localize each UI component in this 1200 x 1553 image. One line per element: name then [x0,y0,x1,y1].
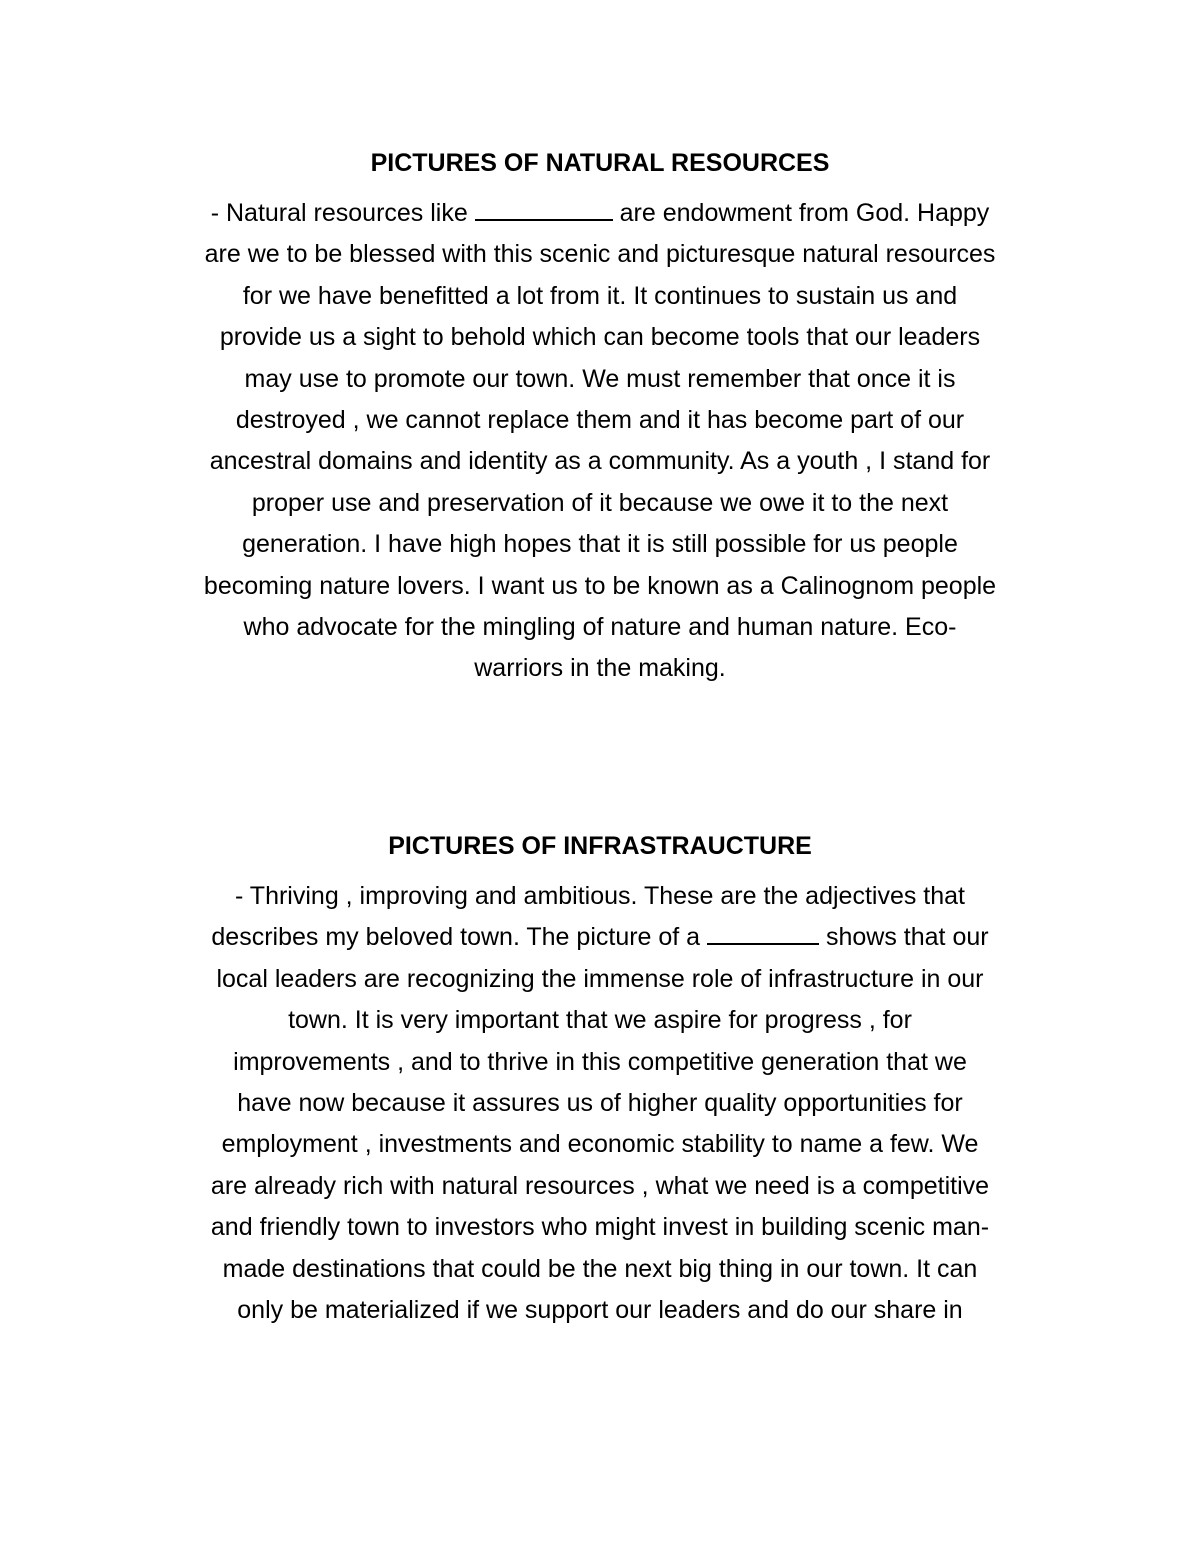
natural-resources-section [140,143,1060,690]
section-body [140,876,1060,1331]
body-line: proper use and preservation of it because we owe it to the next [251,488,949,517]
body-line [140,193,1060,234]
body-line: made destinations that could be the next big thing in our town. It can [222,1254,978,1283]
body-line: provide us a sight to behold which can become tools that our leaders [219,323,981,352]
line-text-before-blank: describes my beloved town. The picture of a [211,923,708,952]
line-text-after-blank: are endowment from God. Happy [612,199,990,227]
body-line: local leaders are recognizing the immense role of infrastructure in our [216,964,984,993]
body-line: who advocate for the mingling of nature and human nature. Eco- [243,612,957,641]
body-line: destroyed , we cannot replace them and it has become part of our [235,405,965,434]
line-text-before-blank: - Natural resources like [210,199,475,227]
body-line: are already rich with natural resources , what we need is a competitive [210,1171,990,1200]
section-body [140,193,1060,690]
infrastructure-section [140,826,1060,1331]
body-line: ancestral domains and identity as a community. As a youth , I stand for [209,447,991,476]
body-line: town. It is very important that we aspire for progress , for [288,1006,912,1035]
body-line: for we have benefitted a lot from it. It continues to sustain us and [242,281,958,310]
fill-in-blank [707,923,819,945]
body-line: becoming nature lovers. I want us to be known as a Calinognom people [203,571,997,600]
body-line: are we to be blessed with this scenic and picturesque natural resources [204,240,996,269]
body-line: may use to promote our town. We must remember that once it is [244,364,956,393]
body-line: have now because it assures us of higher quality opportunities for [237,1088,963,1117]
body-line: only be materialized if we support our leaders and do our share in [237,1295,963,1324]
body-line: employment , investments and economic stability to name a few. We [221,1130,979,1159]
fill-in-blank [475,199,613,221]
body-line: generation. I have high hopes that it is still possible for us people [242,530,958,559]
body-line: improvements , and to thrive in this competitive generation that we [233,1047,967,1076]
section-heading: PICTURES OF NATURAL RESOURCES [370,149,830,177]
line-text-after-blank: shows that our [819,923,989,952]
section-heading: PICTURES OF INFRASTRAUCTURE [388,832,812,860]
body-line [140,917,1060,958]
body-line: warriors in the making. [474,654,726,683]
body-line: and friendly town to investors who might invest in building scenic man- [210,1213,990,1242]
body-line: - Thriving , improving and ambitious. These are the adjectives that [234,882,965,910]
